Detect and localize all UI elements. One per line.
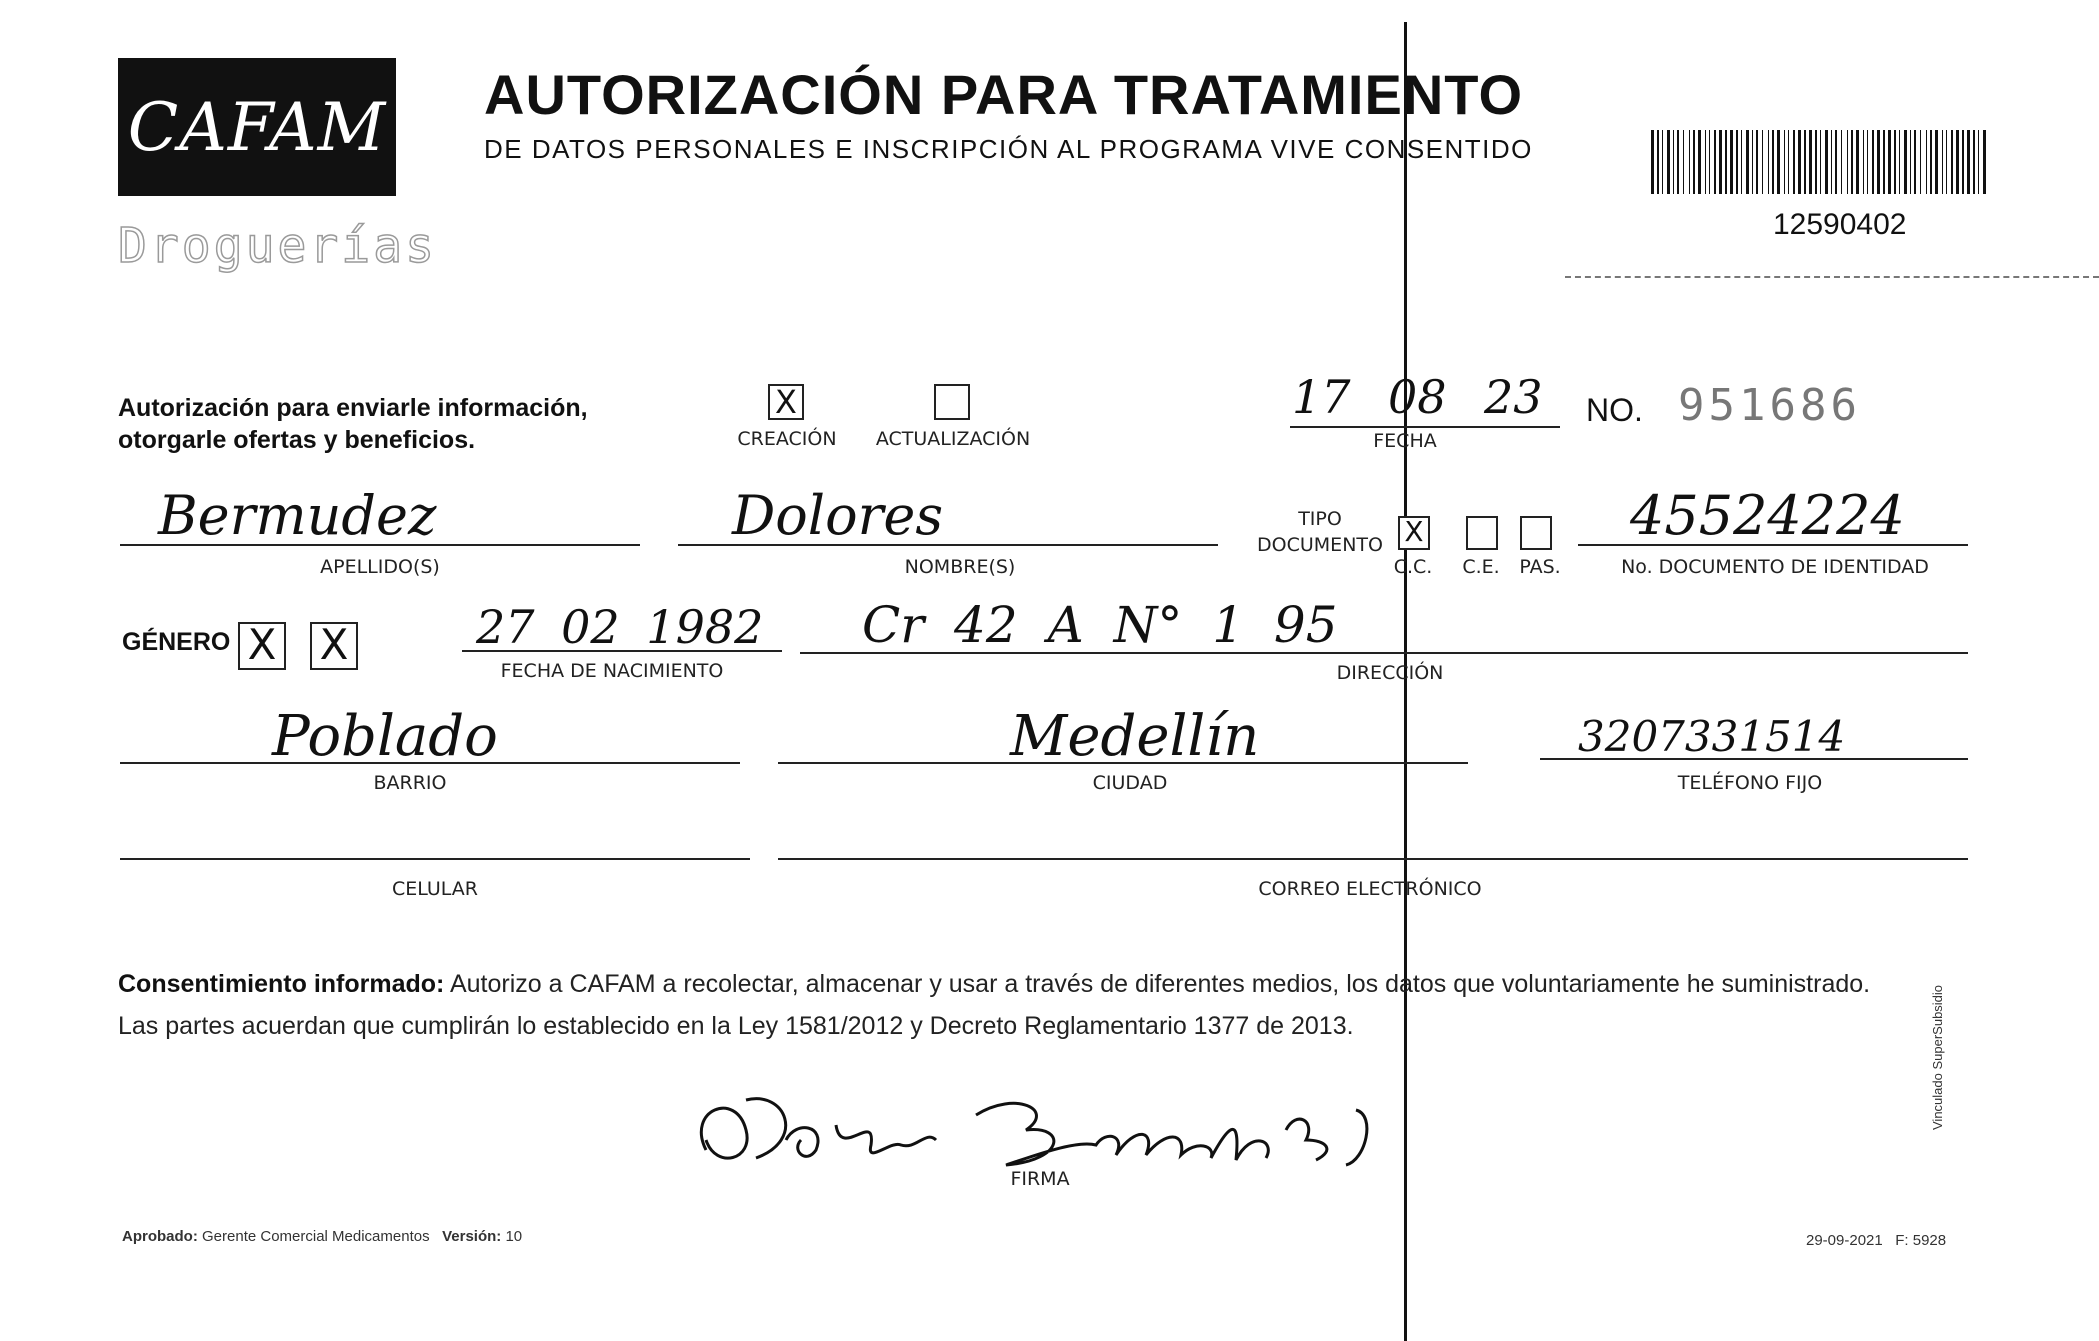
- ce-checkbox[interactable]: [1466, 516, 1498, 550]
- authorization-line-2: otorgarle ofertas y beneficios.: [118, 426, 476, 454]
- nombres-label: NOMBRE(S): [904, 556, 1016, 578]
- correo-line: [778, 858, 1968, 860]
- serial-number: 951686: [1678, 380, 1861, 431]
- firma-label: FIRMA: [1010, 1168, 1070, 1190]
- cc-checkbox[interactable]: [1398, 516, 1430, 550]
- fecha-month: 08: [1388, 370, 1447, 424]
- actualizacion-checkbox[interactable]: [934, 384, 970, 420]
- tipo-label-2: DOCUMENTO: [1257, 534, 1383, 556]
- cc-mark: X: [1404, 515, 1424, 548]
- footer-approved: [122, 1228, 522, 1245]
- creacion-checkbox[interactable]: [768, 384, 804, 420]
- form-subtitle: DE DATOS PERSONALES E INSCRIPCIÓN AL PROGRAMA VIVE CONSENTIDO: [484, 134, 1533, 164]
- telefono-label: TELÉFONO FIJO: [1677, 772, 1823, 794]
- form-title: AUTORIZACIÓN PARA TRATAMIENTO: [484, 63, 1524, 126]
- fecha-line: [1290, 426, 1560, 428]
- consent-text-1: Autorizo a CAFAM a recolectar, almacenar y usar a través de diferentes medios, los datos que voluntariamente he suministrado.: [444, 970, 1871, 998]
- actualizacion-label: ACTUALIZACIÓN: [875, 428, 1031, 450]
- version-value: 10: [505, 1228, 523, 1245]
- authorization-text: [118, 392, 588, 456]
- direccion-label: DIRECCIÓN: [1336, 662, 1444, 684]
- genero-mark-2: X: [319, 620, 349, 669]
- authorization-line-1: Autorización para enviarle información,: [118, 394, 588, 422]
- apellidos-value: Bermudez: [158, 484, 437, 547]
- barcode-number: 12590402: [1773, 208, 1907, 241]
- consent-bold: Consentimiento informado:: [118, 970, 445, 998]
- tipo-label-1: TIPO: [1298, 508, 1342, 530]
- genero-checkbox-1[interactable]: [238, 622, 286, 670]
- side-text: Vinculado SuperSubsidio: [1930, 984, 1945, 1130]
- genero-label: GÉNERO: [122, 628, 231, 656]
- nacimiento-value: 27 02 1982: [476, 600, 764, 654]
- aprobado-value: Gerente Comercial Medicamentos: [202, 1228, 430, 1245]
- direccion-value: Cr 42 A N° 1 95: [862, 596, 1338, 654]
- fecha-day: 17: [1292, 370, 1351, 424]
- nombres-value: Dolores: [732, 484, 944, 547]
- no-label: NO.: [1586, 392, 1643, 428]
- telefono-value: 3207331514: [1578, 712, 1846, 761]
- creacion-label: CREACIÓN: [737, 428, 837, 450]
- signature: [676, 1070, 1416, 1180]
- consent-line-1: [118, 970, 1870, 999]
- version-label: Versión:: [442, 1228, 502, 1245]
- ciudad-value: Medellín: [1010, 704, 1260, 769]
- genero-mark-1: X: [247, 620, 277, 669]
- footer-codes: [1806, 1232, 1946, 1249]
- barcode: [1651, 130, 1990, 194]
- cc-label: C.C.: [1393, 556, 1433, 578]
- correo-label: CORREO ELECTRÓNICO: [1258, 878, 1482, 900]
- footer-date-code: 29-09-2021: [1806, 1232, 1883, 1249]
- cut-line: [1565, 276, 2099, 278]
- nacimiento-label: FECHA DE NACIMIENTO: [500, 660, 724, 682]
- pas-checkbox[interactable]: [1520, 516, 1552, 550]
- cafam-logo: [118, 58, 396, 196]
- genero-checkbox-2[interactable]: [310, 622, 358, 670]
- barrio-value: Poblado: [272, 704, 498, 769]
- aprobado-label: Aprobado:: [122, 1228, 198, 1245]
- documento-value: 45524224: [1630, 484, 1905, 547]
- ce-label: C.E.: [1462, 556, 1500, 578]
- ciudad-label: CIUDAD: [1092, 772, 1168, 794]
- apellidos-label: APELLIDO(S): [320, 556, 440, 578]
- celular-line: [120, 858, 750, 860]
- logo-text: CAFAM: [127, 88, 387, 166]
- consent-line-2: Las partes acuerdan que cumplirán lo establecido en la Ley 1581/2012 y Decreto Reglamentario 1377 de 2013.: [118, 1012, 1354, 1040]
- fecha-year: 23: [1484, 370, 1543, 424]
- pas-label: PAS.: [1519, 556, 1561, 578]
- footer-f-code: F: 5928: [1895, 1232, 1947, 1249]
- fecha-label: FECHA: [1373, 430, 1437, 452]
- drogerias-text: Droguerías: [118, 218, 437, 274]
- barrio-label: BARRIO: [373, 772, 447, 794]
- celular-label: CELULAR: [391, 878, 479, 900]
- creacion-mark: X: [775, 383, 797, 421]
- documento-label: No. DOCUMENTO DE IDENTIDAD: [1621, 556, 1929, 578]
